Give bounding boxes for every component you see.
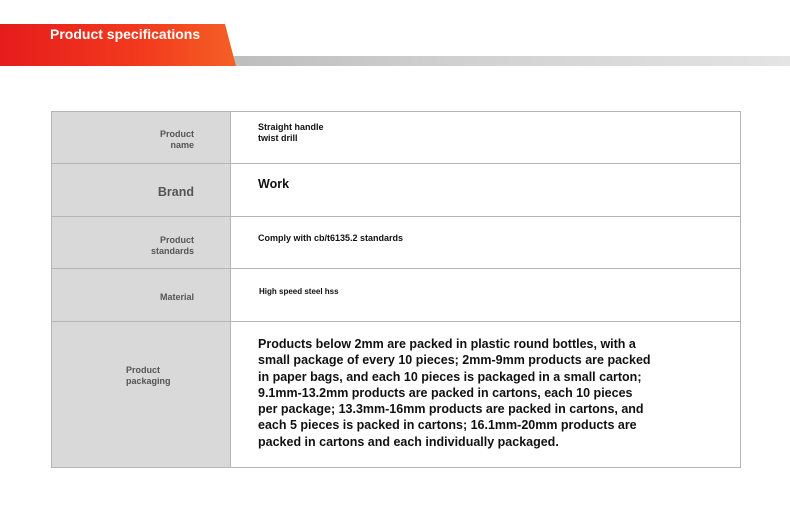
spec-label: Product name: [159, 129, 194, 150]
section-header: [0, 0, 790, 70]
spec-label: Material: [159, 292, 194, 302]
spec-label-cell: [52, 217, 231, 269]
spec-label-cell: [52, 269, 231, 322]
spec-label: Product standards: [150, 235, 194, 256]
spec-value-cell: [231, 217, 741, 269]
spec-value: Products below 2mm are packed in plastic round bottles, with a small package of every 10 pieces; 2mm-9mm products are packed in paper bags, and each 10 pieces is packaged in a small carton; 9.1mm-13.2mm products are packed in cartons, each 10 pieces per package; 13.3mm-16mm products are packed in cartons, and each 5 pieces is packed in cartons; 16.1mm-20mm products are packed in cartons and each individually packaged.: [258, 337, 651, 449]
spec-value-cell: [231, 164, 741, 217]
spec-row-product-name: [52, 112, 741, 164]
spec-value: Straight handle twist drill: [258, 122, 324, 143]
header-divider-line: [228, 56, 790, 66]
spec-value: Comply with cb/t6135.2 standards: [258, 233, 404, 243]
spec-row-material: [52, 269, 741, 322]
product-specs-table: [51, 111, 741, 468]
spec-row-packaging: [52, 322, 741, 468]
spec-label-cell: [52, 322, 231, 468]
spec-value: High speed steel hss: [259, 287, 339, 296]
spec-row-standards: [52, 217, 741, 269]
section-title: Product specifications: [50, 26, 201, 42]
spec-value-cell: [231, 269, 741, 322]
spec-row-brand: [52, 164, 741, 217]
spec-label: Brand: [157, 185, 194, 199]
spec-value-cell: [231, 322, 741, 468]
spec-label-cell: [52, 164, 231, 217]
spec-label: Product packaging: [126, 365, 171, 386]
spec-label-cell: [52, 112, 231, 164]
spec-value-cell: [231, 112, 741, 164]
spec-value: Work: [258, 177, 290, 191]
